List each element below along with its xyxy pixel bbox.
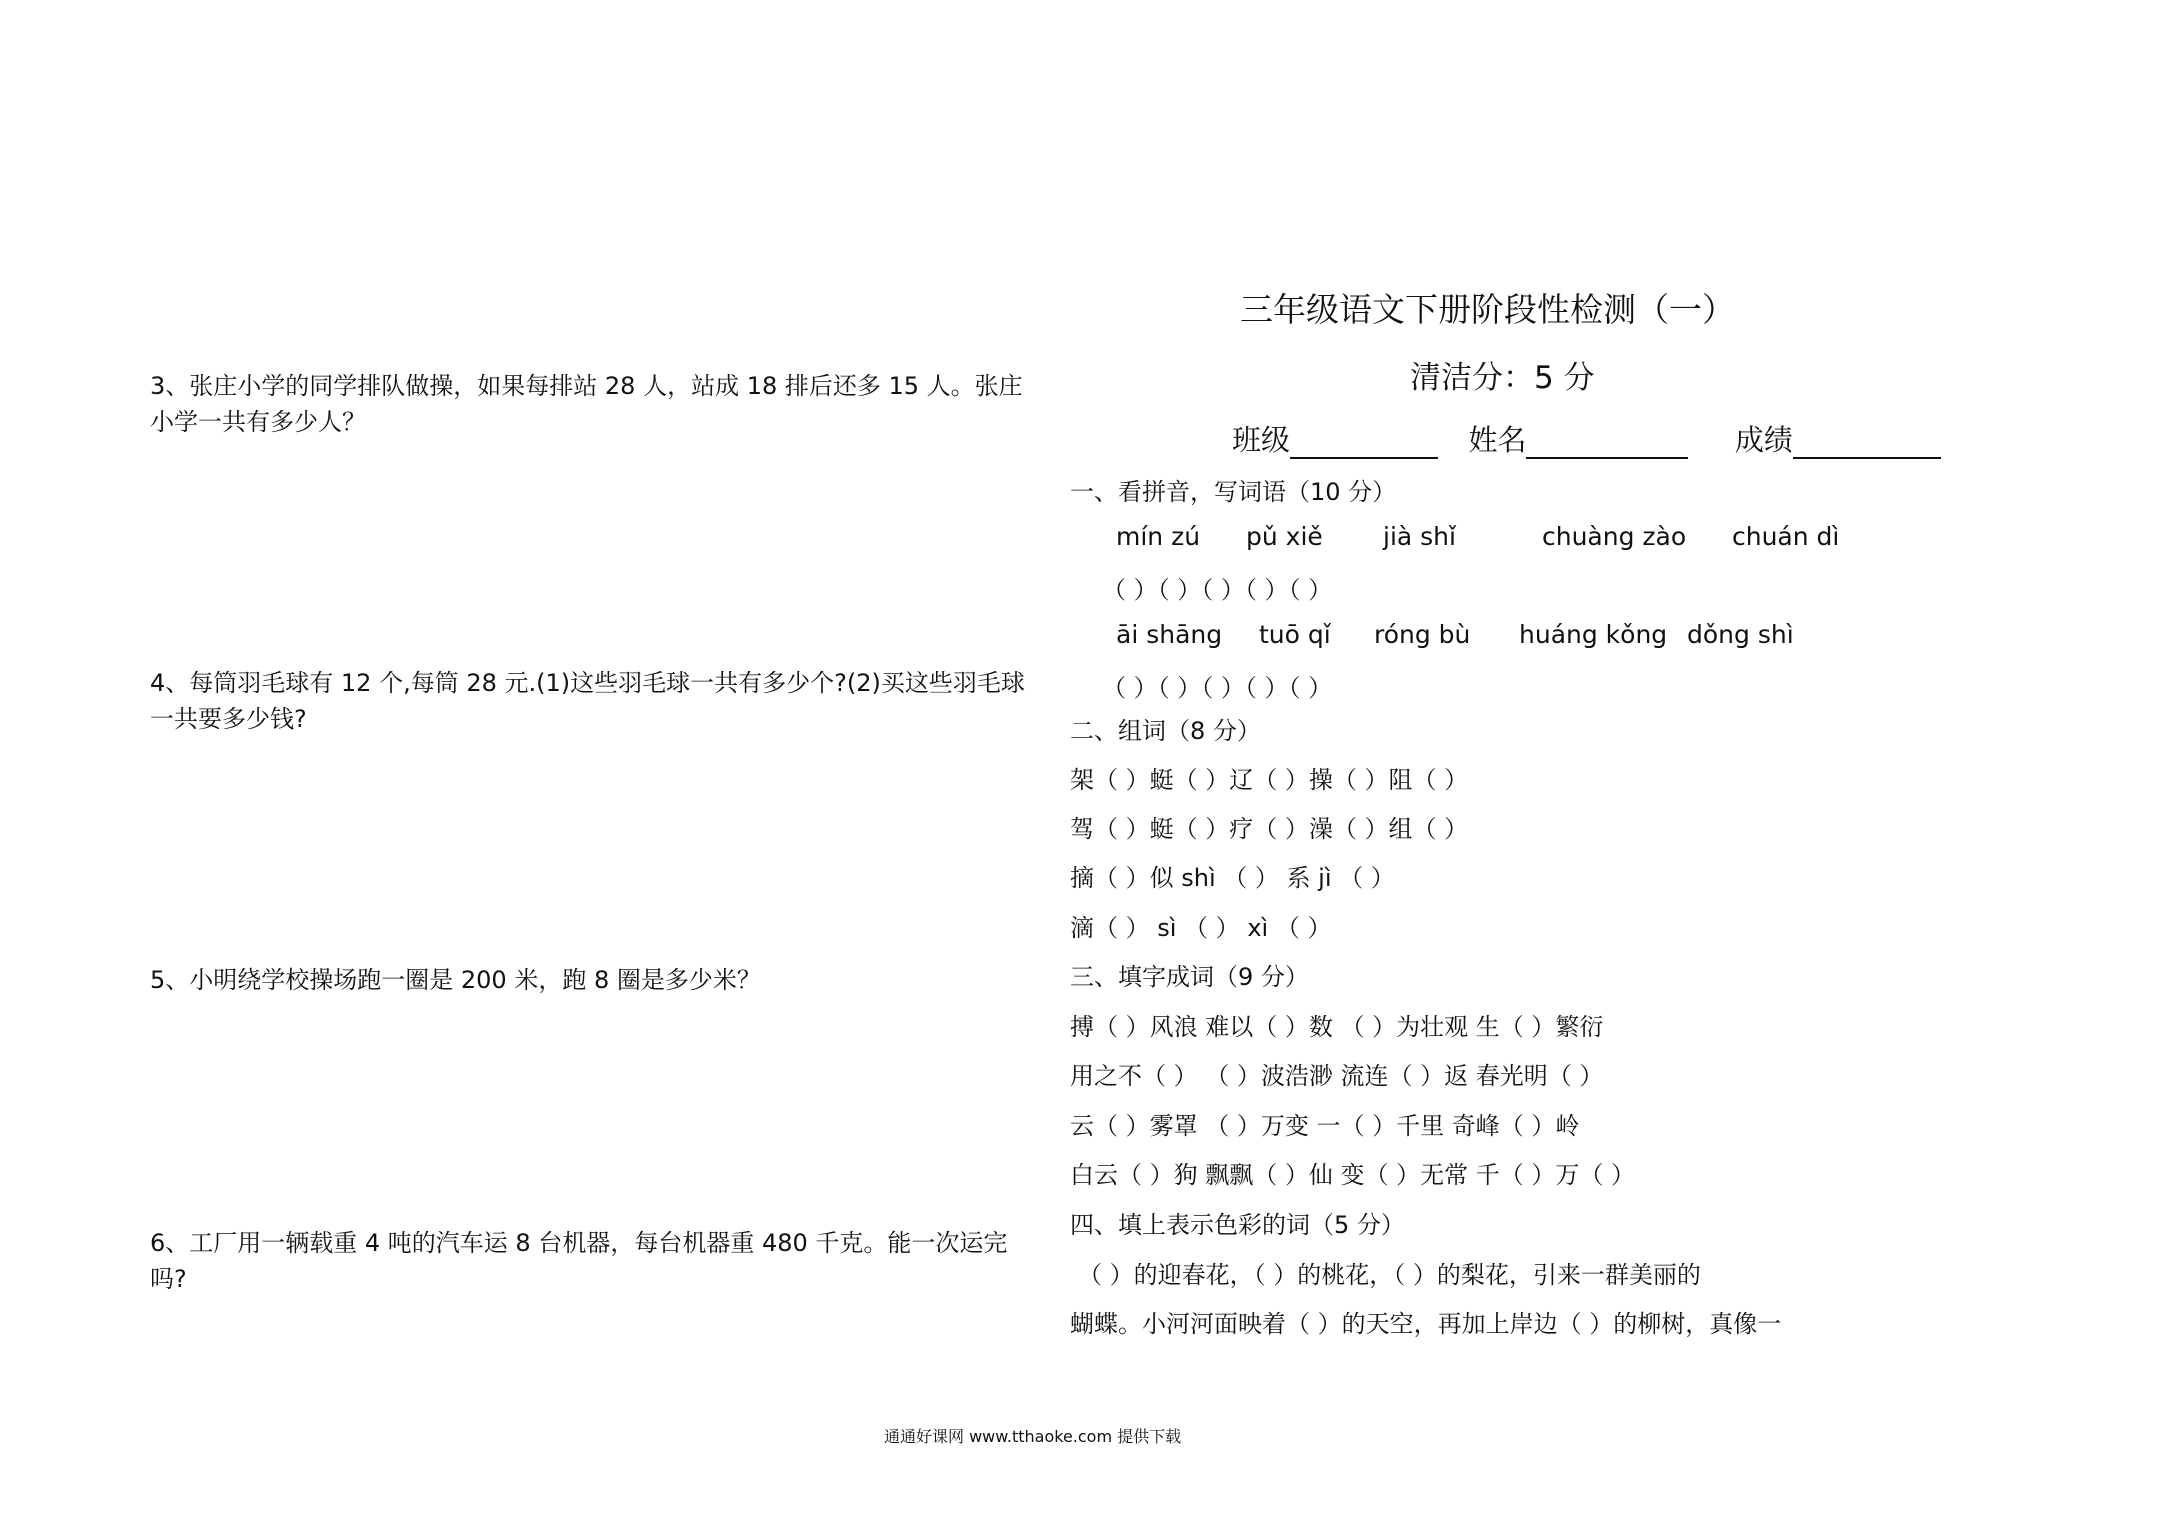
page-title: 三年级语文下册阶段性检测（一） <box>1240 290 1735 329</box>
zuci-row-1[interactable]: 架（ ）蜓（ ）辽（ ）操（ ）阻（ ） <box>1070 766 1469 794</box>
tianzi-row-3[interactable]: 云（ ）雾罩 （ ）万变 一（ ）千里 奇峰（ ）岭 <box>1070 1112 1580 1140</box>
tianzi-row-2[interactable]: 用之不（ ） （ ）波浩渺 流连（ ）返 春光明（ ） <box>1070 1062 1604 1090</box>
class-label: 班级 <box>1232 423 1291 457</box>
zuci-row-2[interactable]: 驾（ ）蜓（ ）疗（ ）澡（ ）组（ ） <box>1070 815 1469 843</box>
pinyin-9: huáng kǒng <box>1519 620 1668 649</box>
section-3-heading: 三、填字成词（9 分） <box>1070 963 1309 991</box>
score-blank[interactable] <box>1793 427 1941 459</box>
section-4-heading: 四、填上表示色彩的词（5 分） <box>1070 1211 1405 1239</box>
footer-credit: 通通好课网 www.tthaoke.com 提供下载 <box>884 1427 1182 1446</box>
tianzi-row-4[interactable]: 白云（ ）狗 飘飘（ ）仙 变（ ）无常 千（ ）万（ ） <box>1070 1161 1636 1189</box>
question-5: 5、小明绕学校操场跑一圈是 200 米，跑 8 圈是多少米？ <box>150 966 761 994</box>
pinyin-8: róng bù <box>1374 620 1471 649</box>
score-label: 成绩 <box>1734 423 1793 457</box>
cleanliness-score: 清洁分：5 分 <box>1410 360 1595 396</box>
section-1-heading: 一、看拼音，写词语（10 分） <box>1070 478 1397 506</box>
zuci-row-4[interactable]: 滴（ ） sì （ ） xì （ ） <box>1070 914 1332 942</box>
color-paragraph-line-1[interactable]: （ ）的迎春花，（ ）的桃花，（ ）的梨花，引来一群美丽的 <box>1078 1261 1701 1289</box>
question-4: 4、每筒羽毛球有 12 个,每筒 28 元.(1)这些羽毛球一共有多少个?(2)买这些羽毛球一共要多少钱? <box>150 669 1025 733</box>
section-2-heading: 二、组词（8 分） <box>1070 717 1261 745</box>
pinyin-3: jià shǐ <box>1383 522 1456 551</box>
pinyin-4: chuàng zào <box>1542 522 1687 551</box>
student-fields <box>1232 418 1941 459</box>
pinyin-2: pǔ xiě <box>1246 522 1323 551</box>
tianzi-row-1[interactable]: 搏（ ）风浪 难以（ ）数 （ ）为壮观 生（ ）繁衍 <box>1070 1013 1604 1041</box>
answer-blanks-row-1[interactable]: （ ）（ ）（ ）（ ）（ ） <box>1102 576 1333 604</box>
name-blank[interactable] <box>1526 427 1688 459</box>
zuci-row-3[interactable]: 摘（ ）似 shì （ ） 系 jì （ ） <box>1070 864 1395 892</box>
pinyin-5: chuán dì <box>1732 522 1840 551</box>
name-label: 姓名 <box>1468 423 1527 457</box>
pinyin-7: tuō qǐ <box>1259 620 1331 649</box>
question-3: 3、张庄小学的同学排队做操，如果每排站 28 人，站成 18 排后还多 15 人。张庄小学一共有多少人？ <box>150 372 1023 436</box>
pinyin-1: mín zú <box>1116 522 1201 551</box>
class-blank[interactable] <box>1290 427 1438 459</box>
color-paragraph-line-2[interactable]: 蝴蝶。小河河面映着（ ）的天空，再加上岸边（ ）的柳树，真像一 <box>1070 1310 1782 1338</box>
pinyin-6: āi shāng <box>1116 620 1223 649</box>
pinyin-10: dǒng shì <box>1687 620 1794 649</box>
question-6: 6、工厂用一辆载重 4 吨的汽车运 8 台机器，每台机器重 480 千克。能一次运完吗? <box>150 1229 1008 1293</box>
answer-blanks-row-2[interactable]: （ ）（ ）（ ）（ ）（ ） <box>1102 674 1333 702</box>
